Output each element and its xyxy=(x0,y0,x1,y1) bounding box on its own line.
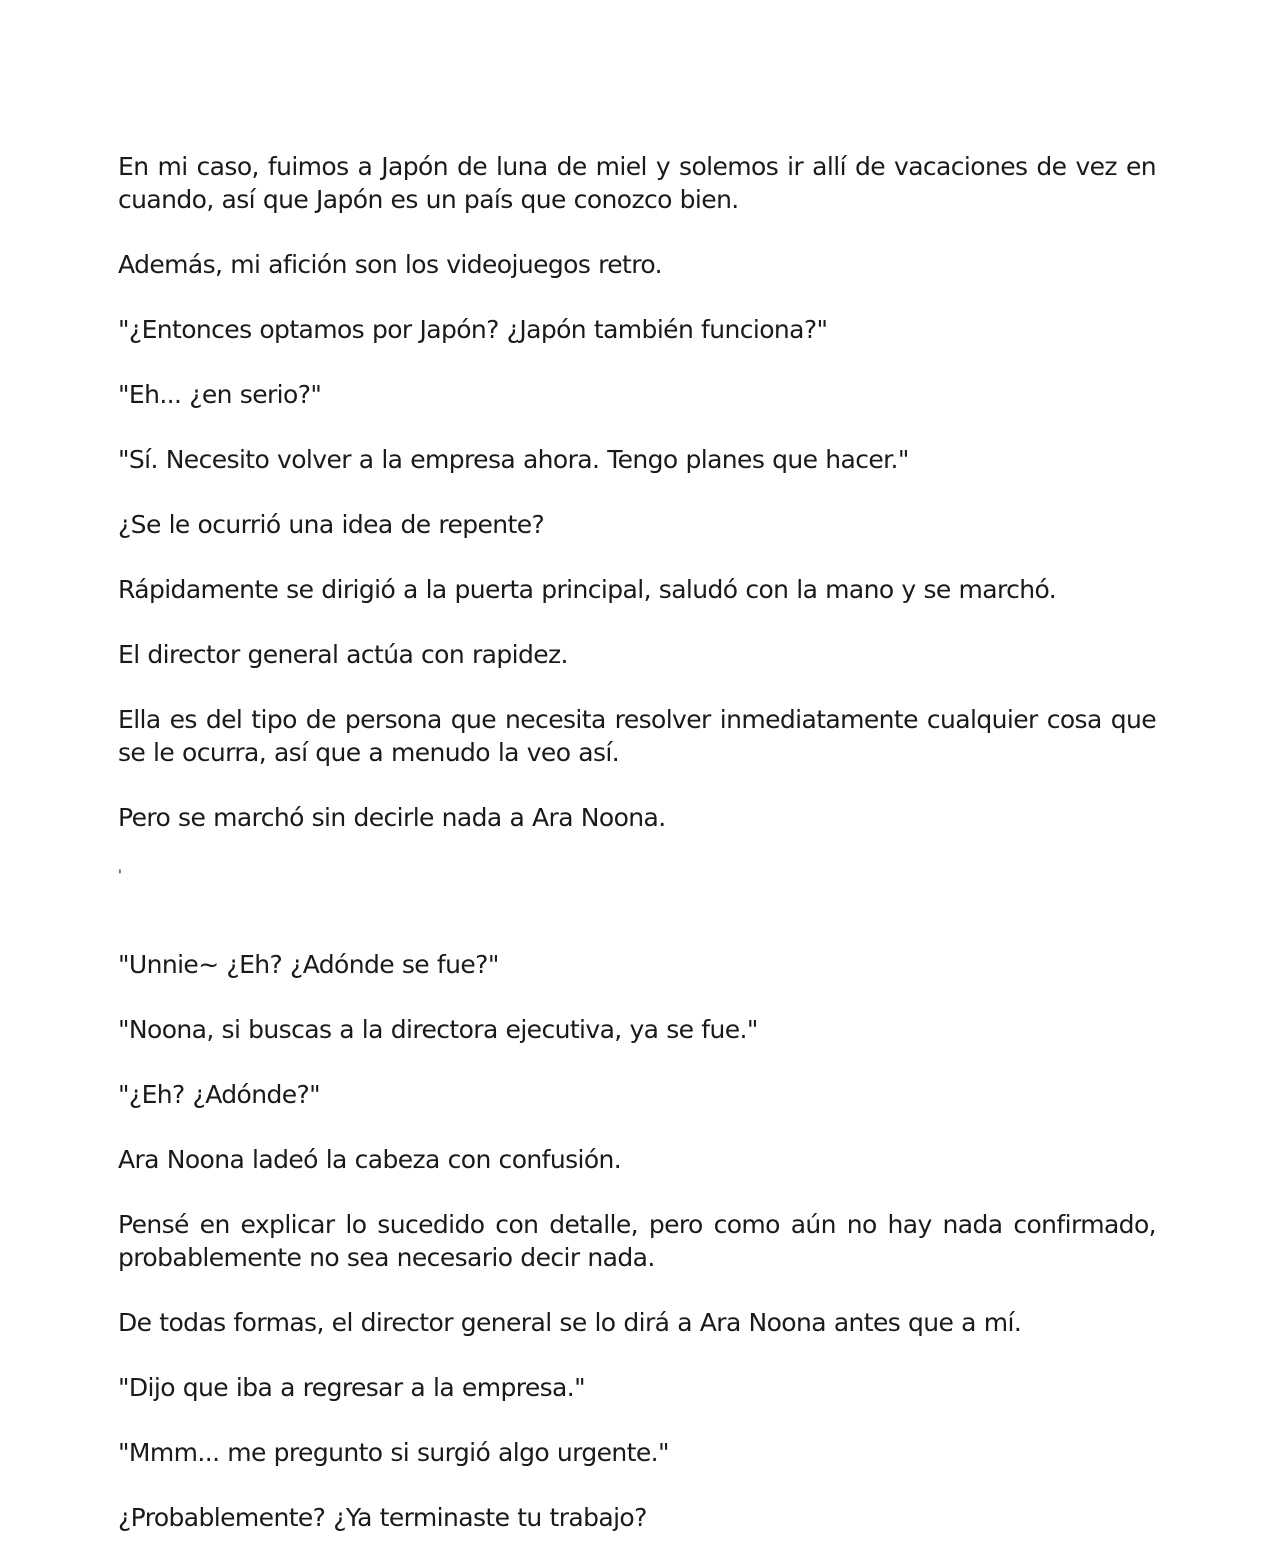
paragraph: Ella es del tipo de persona que necesita resolver inmediatamente cualquier cosa que se le ocurra, así que a menudo la veo así. xyxy=(118,705,1156,767)
apostrophe-mark: ' xyxy=(118,868,122,884)
paragraph: "Sí. Necesito volver a la empresa ahora. Tengo planes que hacer." xyxy=(118,445,909,474)
paragraph: "¿Eh? ¿Adónde?" xyxy=(118,1080,321,1109)
paragraph: Además, mi afición son los videojuegos retro. xyxy=(118,250,662,279)
paragraph: "Eh... ¿en serio?" xyxy=(118,380,322,409)
paragraph: "Noona, si buscas a la directora ejecutiva, ya se fue." xyxy=(118,1015,758,1044)
paragraph: Pensé en explicar lo sucedido con detalle, pero como aún no hay nada confirmado, probablemente no sea necesario decir nada. xyxy=(118,1210,1156,1272)
paragraph: En mi caso, fuimos a Japón de luna de miel y solemos ir allí de vacaciones de vez en cuando, así que Japón es un país que conozco bien. xyxy=(118,152,1156,214)
document-page xyxy=(118,150,1156,1566)
paragraph: "¿Entonces optamos por Japón? ¿Japón también funciona?" xyxy=(118,315,828,344)
paragraph: ¿Probablemente? ¿Ya terminaste tu trabajo? xyxy=(118,1503,647,1532)
paragraph: ¿Se le ocurrió una idea de repente? xyxy=(118,510,545,539)
paragraph: El director general actúa con rapidez. xyxy=(118,640,568,669)
paragraph: Pero se marchó sin decirle nada a Ara Noona. xyxy=(118,803,666,832)
paragraph: "Dijo que iba a regresar a la empresa." xyxy=(118,1373,586,1402)
paragraph: "Unnie~ ¿Eh? ¿Adónde se fue?" xyxy=(118,950,499,979)
paragraph: De todas formas, el director general se lo dirá a Ara Noona antes que a mí. xyxy=(118,1308,1022,1337)
paragraph: Rápidamente se dirigió a la puerta principal, saludó con la mano y se marchó. xyxy=(118,575,1057,604)
paragraph: Ara Noona ladeó la cabeza con confusión. xyxy=(118,1145,622,1174)
paragraph: "Mmm... me pregunto si surgió algo urgente." xyxy=(118,1438,669,1467)
